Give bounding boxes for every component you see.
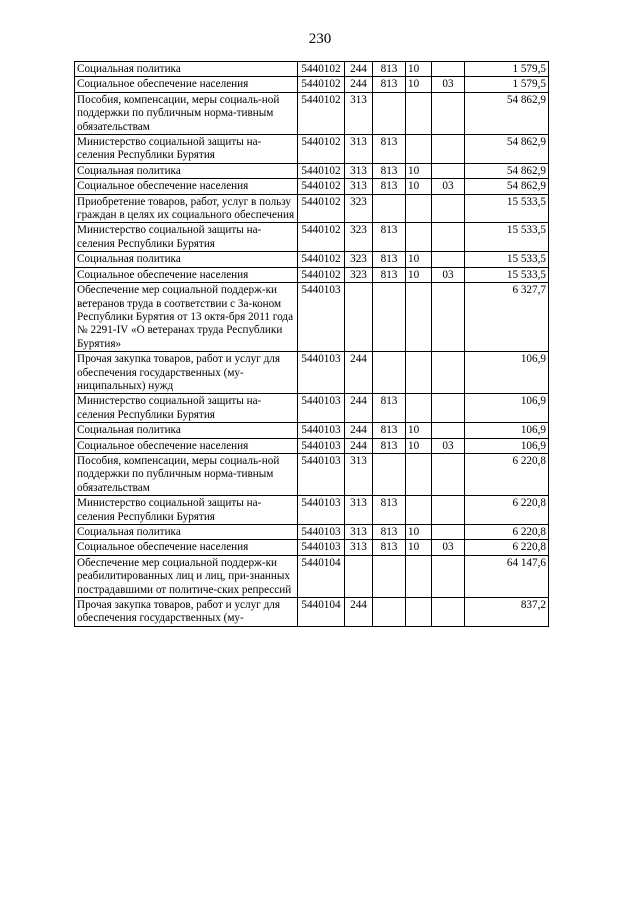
target-article-code: 5440103 (298, 525, 345, 540)
target-article-code: 5440104 (298, 555, 345, 597)
target-article-code: 5440102 (298, 194, 345, 223)
target-article-code: 5440102 (298, 62, 345, 77)
expense-type-code: 244 (345, 352, 373, 394)
expense-type-code: 313 (345, 525, 373, 540)
row-name: Пособия, компенсации, меры социаль-ной поддержки по публичным норма-тивным обязательствам (75, 92, 298, 134)
subsection-code: 03 (432, 267, 465, 282)
department-code (373, 194, 406, 223)
target-article-code: 5440102 (298, 77, 345, 92)
amount: 15 533,5 (465, 252, 549, 267)
department-code: 813 (373, 438, 406, 453)
target-article-code: 5440103 (298, 453, 345, 495)
table-row (75, 283, 549, 352)
amount: 1 579,5 (465, 77, 549, 92)
department-code (373, 598, 406, 627)
expense-type-code: 244 (345, 598, 373, 627)
department-code: 813 (373, 135, 406, 164)
target-article-code: 5440102 (298, 223, 345, 252)
section-code (406, 496, 432, 525)
subsection-code (432, 555, 465, 597)
section-code: 10 (406, 438, 432, 453)
subsection-code: 03 (432, 540, 465, 555)
section-code (406, 194, 432, 223)
target-article-code: 5440104 (298, 598, 345, 627)
section-code (406, 283, 432, 352)
amount: 15 533,5 (465, 223, 549, 252)
amount: 54 862,9 (465, 163, 549, 178)
expense-type-code: 313 (345, 496, 373, 525)
target-article-code: 5440102 (298, 252, 345, 267)
department-code: 813 (373, 223, 406, 252)
target-article-code: 5440103 (298, 423, 345, 438)
row-name: Министерство социальной защиты на-селения Республики Бурятия (75, 394, 298, 423)
section-code: 10 (406, 525, 432, 540)
table-row (75, 438, 549, 453)
row-name: Социальное обеспечение населения (75, 77, 298, 92)
row-name: Приобретение товаров, работ, услуг в пользу граждан в целях их социального обеспечения (75, 194, 298, 223)
target-article-code: 5440103 (298, 283, 345, 352)
section-code (406, 555, 432, 597)
department-code: 813 (373, 179, 406, 194)
row-name: Социальная политика (75, 252, 298, 267)
expense-type-code: 244 (345, 423, 373, 438)
expense-type-code: 313 (345, 92, 373, 134)
expense-type-code: 323 (345, 223, 373, 252)
table-row (75, 179, 549, 194)
amount: 1 579,5 (465, 62, 549, 77)
amount: 64 147,6 (465, 555, 549, 597)
department-code: 813 (373, 163, 406, 178)
department-code: 813 (373, 540, 406, 555)
amount: 106,9 (465, 423, 549, 438)
department-code (373, 555, 406, 597)
row-name: Социальное обеспечение населения (75, 540, 298, 555)
budget-table (74, 61, 549, 627)
amount: 6 220,8 (465, 540, 549, 555)
amount: 106,9 (465, 438, 549, 453)
section-code: 10 (406, 423, 432, 438)
subsection-code (432, 496, 465, 525)
table-row (75, 163, 549, 178)
amount: 6 220,8 (465, 496, 549, 525)
row-name: Социальное обеспечение населения (75, 267, 298, 282)
expense-type-code: 323 (345, 194, 373, 223)
row-name: Обеспечение мер социальной поддерж-ки реабилитированных лиц и лиц, при-знанных пострадавшими от политиче-ских репрессий (75, 555, 298, 597)
section-code (406, 92, 432, 134)
target-article-code: 5440103 (298, 540, 345, 555)
table-row (75, 62, 549, 77)
target-article-code: 5440103 (298, 394, 345, 423)
table-row (75, 453, 549, 495)
expense-type-code: 244 (345, 438, 373, 453)
subsection-code (432, 394, 465, 423)
row-name: Социальная политика (75, 163, 298, 178)
table-row (75, 92, 549, 134)
target-article-code: 5440102 (298, 179, 345, 194)
subsection-code (432, 92, 465, 134)
amount: 54 862,9 (465, 179, 549, 194)
row-name: Министерство социальной защиты на-селения Республики Бурятия (75, 496, 298, 525)
subsection-code (432, 423, 465, 438)
expense-type-code: 244 (345, 77, 373, 92)
section-code (406, 352, 432, 394)
subsection-code: 03 (432, 438, 465, 453)
row-name: Социальное обеспечение населения (75, 438, 298, 453)
table-row (75, 540, 549, 555)
row-name: Министерство социальной защиты на-селения Республики Бурятия (75, 135, 298, 164)
department-code: 813 (373, 525, 406, 540)
target-article-code: 5440103 (298, 496, 345, 525)
row-name: Прочая закупка товаров, работ и услуг для обеспечения государственных (му- (75, 598, 298, 627)
subsection-code (432, 525, 465, 540)
subsection-code (432, 135, 465, 164)
subsection-code (432, 283, 465, 352)
department-code: 813 (373, 62, 406, 77)
subsection-code (432, 163, 465, 178)
department-code: 813 (373, 77, 406, 92)
row-name: Министерство социальной защиты на-селения Республики Бурятия (75, 223, 298, 252)
amount: 54 862,9 (465, 92, 549, 134)
department-code: 813 (373, 252, 406, 267)
table-row (75, 394, 549, 423)
table-row (75, 252, 549, 267)
amount: 106,9 (465, 394, 549, 423)
department-code: 813 (373, 267, 406, 282)
subsection-code (432, 194, 465, 223)
section-code: 10 (406, 179, 432, 194)
target-article-code: 5440102 (298, 267, 345, 282)
table-row (75, 267, 549, 282)
target-article-code: 5440102 (298, 135, 345, 164)
subsection-code (432, 252, 465, 267)
table-row (75, 352, 549, 394)
subsection-code (432, 453, 465, 495)
expense-type-code: 244 (345, 394, 373, 423)
department-code (373, 352, 406, 394)
amount: 15 533,5 (465, 267, 549, 282)
page-number: 230 (308, 31, 332, 47)
department-code (373, 453, 406, 495)
row-name: Социальная политика (75, 525, 298, 540)
section-code (406, 453, 432, 495)
amount: 106,9 (465, 352, 549, 394)
row-name: Пособия, компенсации, меры социаль-ной поддержки по публичным норма-тивным обязательствам (75, 453, 298, 495)
section-code: 10 (406, 163, 432, 178)
row-name: Социальная политика (75, 423, 298, 438)
expense-type-code: 244 (345, 62, 373, 77)
department-code (373, 92, 406, 134)
table-row (75, 194, 549, 223)
table-row (75, 77, 549, 92)
amount: 6 327,7 (465, 283, 549, 352)
department-code: 813 (373, 423, 406, 438)
budget-table-body (75, 62, 549, 627)
section-code: 10 (406, 267, 432, 282)
expense-type-code (345, 283, 373, 352)
department-code (373, 283, 406, 352)
target-article-code: 5440102 (298, 163, 345, 178)
section-code (406, 598, 432, 627)
subsection-code (432, 598, 465, 627)
table-row (75, 135, 549, 164)
expense-type-code: 313 (345, 453, 373, 495)
expense-type-code: 313 (345, 540, 373, 555)
expense-type-code (345, 555, 373, 597)
amount: 6 220,8 (465, 525, 549, 540)
table-row (75, 598, 549, 627)
section-code: 10 (406, 62, 432, 77)
expense-type-code: 323 (345, 252, 373, 267)
subsection-code (432, 352, 465, 394)
section-code (406, 394, 432, 423)
row-name: Социальная политика (75, 62, 298, 77)
department-code: 813 (373, 496, 406, 525)
section-code (406, 223, 432, 252)
section-code: 10 (406, 252, 432, 267)
section-code: 10 (406, 540, 432, 555)
row-name: Прочая закупка товаров, работ и услуг для обеспечения государственных (му-ниципальных) нужд (75, 352, 298, 394)
subsection-code (432, 62, 465, 77)
table-row (75, 525, 549, 540)
expense-type-code: 323 (345, 267, 373, 282)
table-row (75, 223, 549, 252)
row-name: Обеспечение мер социальной поддерж-ки ветеранов труда в соответствии с За-коном Республики Бурятия от 13 октя-бря 2011 года № 2291-IV «О ветеранах труда Республики Бурятия» (75, 283, 298, 352)
subsection-code (432, 223, 465, 252)
target-article-code: 5440103 (298, 352, 345, 394)
amount: 837,2 (465, 598, 549, 627)
target-article-code: 5440102 (298, 92, 345, 134)
subsection-code: 03 (432, 77, 465, 92)
expense-type-code: 313 (345, 179, 373, 194)
amount: 6 220,8 (465, 453, 549, 495)
department-code: 813 (373, 394, 406, 423)
target-article-code: 5440103 (298, 438, 345, 453)
amount: 15 533,5 (465, 194, 549, 223)
amount: 54 862,9 (465, 135, 549, 164)
row-name: Социальное обеспечение населения (75, 179, 298, 194)
table-row (75, 423, 549, 438)
table-row (75, 555, 549, 597)
subsection-code: 03 (432, 179, 465, 194)
expense-type-code: 313 (345, 163, 373, 178)
expense-type-code: 313 (345, 135, 373, 164)
section-code (406, 135, 432, 164)
section-code: 10 (406, 77, 432, 92)
table-row (75, 496, 549, 525)
